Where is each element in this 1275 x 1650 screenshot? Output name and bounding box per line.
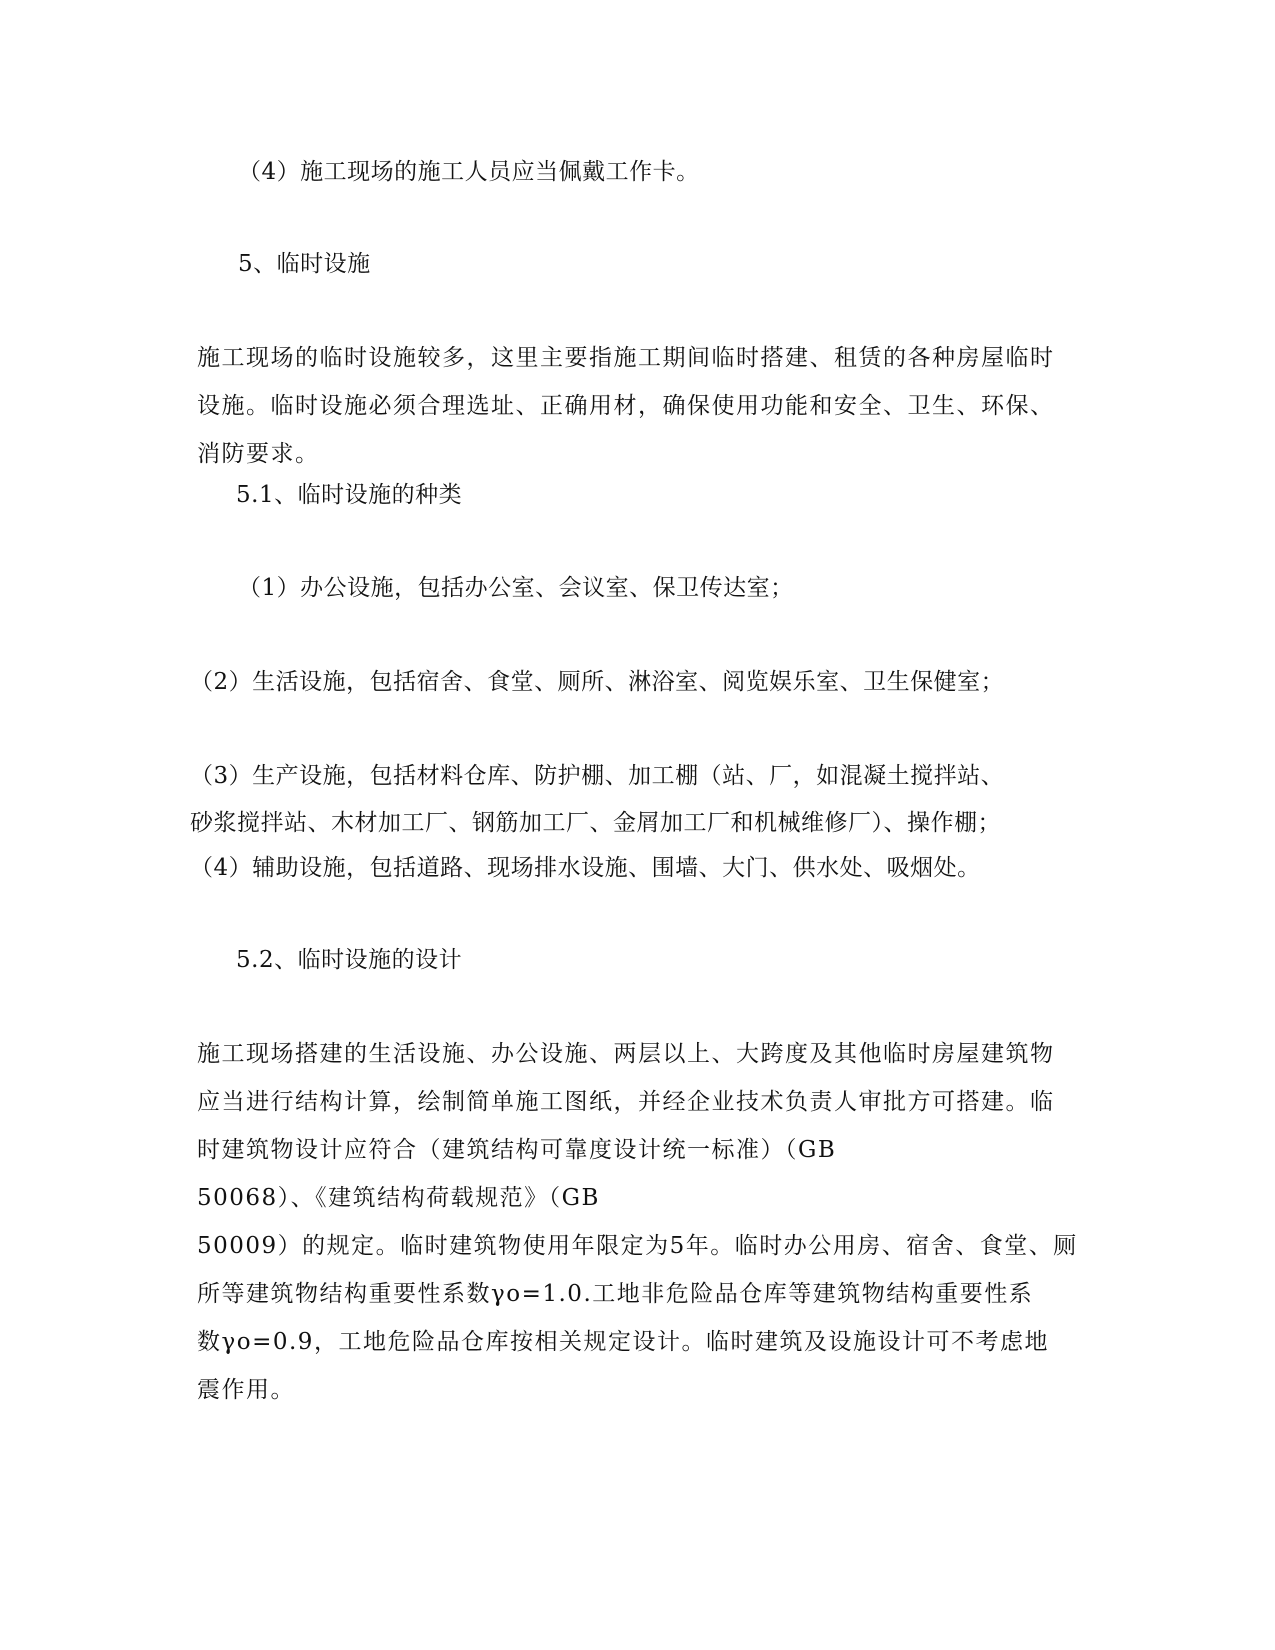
section-heading-5: 5、临时设施	[238, 251, 371, 277]
design-line: 50009）的规定。临时建筑物使用年限定为5年。临时办公用房、宿舍、食堂、厕	[197, 1233, 1078, 1259]
item-4-work-card: （4）施工现场的施工人员应当佩戴工作卡。	[238, 159, 700, 185]
facility-type-1: （1）办公设施，包括办公室、会议室、保卫传达室；	[238, 575, 794, 601]
design-paragraph	[197, 1030, 1077, 1414]
design-line: 时建筑物设计应符合（建筑结构可靠度设计统一标准）（GB	[197, 1137, 837, 1163]
section-heading-5-2: 5.2、临时设施的设计	[236, 947, 463, 973]
design-line: 应当进行结构计算，绘制简单施工图纸，并经企业技术负责人审批方可搭建。临	[197, 1089, 1055, 1115]
design-line: 所等建筑物结构重要性系数γo=1.0.工地非危险品仓库等建筑物结构重要性系	[197, 1281, 1034, 1307]
facility-type-3-line-1: （3）生产设施，包括材料仓库、防护棚、加工棚（站、厂，如混凝土搅拌站、	[190, 763, 1005, 789]
intro-line: 施工现场的临时设施较多，这里主要指施工期间临时搭建、租赁的各种房屋临时	[197, 345, 1055, 371]
facility-type-4: （4）辅助设施，包括道路、现场排水设施、围墙、大门、供水处、吸烟处。	[190, 855, 981, 881]
facility-type-2: （2）生活设施，包括宿舍、食堂、厕所、淋浴室、阅览娱乐室、卫生保健室；	[190, 669, 1005, 695]
design-line: 50068）、《建筑结构荷载规范》（GB	[197, 1185, 600, 1211]
intro-paragraph	[197, 334, 1077, 478]
intro-line: 消防要求。	[197, 441, 320, 467]
design-line: 数γo=0.9，工地危险品仓库按相关规定设计。临时建筑及设施设计可不考虑地	[197, 1329, 1049, 1355]
facility-type-3-line-2: 砂浆搅拌站、木材加工厂、钢筋加工厂、金屑加工厂和机械维修厂）、操作棚；	[190, 810, 1001, 836]
intro-line: 设施。临时设施必须合理选址、正确用材，确保使用功能和安全、卫生、环保、	[197, 393, 1055, 419]
design-line: 施工现场搭建的生活设施、办公设施、两层以上、大跨度及其他临时房屋建筑物	[197, 1041, 1055, 1067]
section-heading-5-1: 5.1、临时设施的种类	[236, 482, 463, 508]
design-line: 震作用。	[197, 1377, 295, 1403]
